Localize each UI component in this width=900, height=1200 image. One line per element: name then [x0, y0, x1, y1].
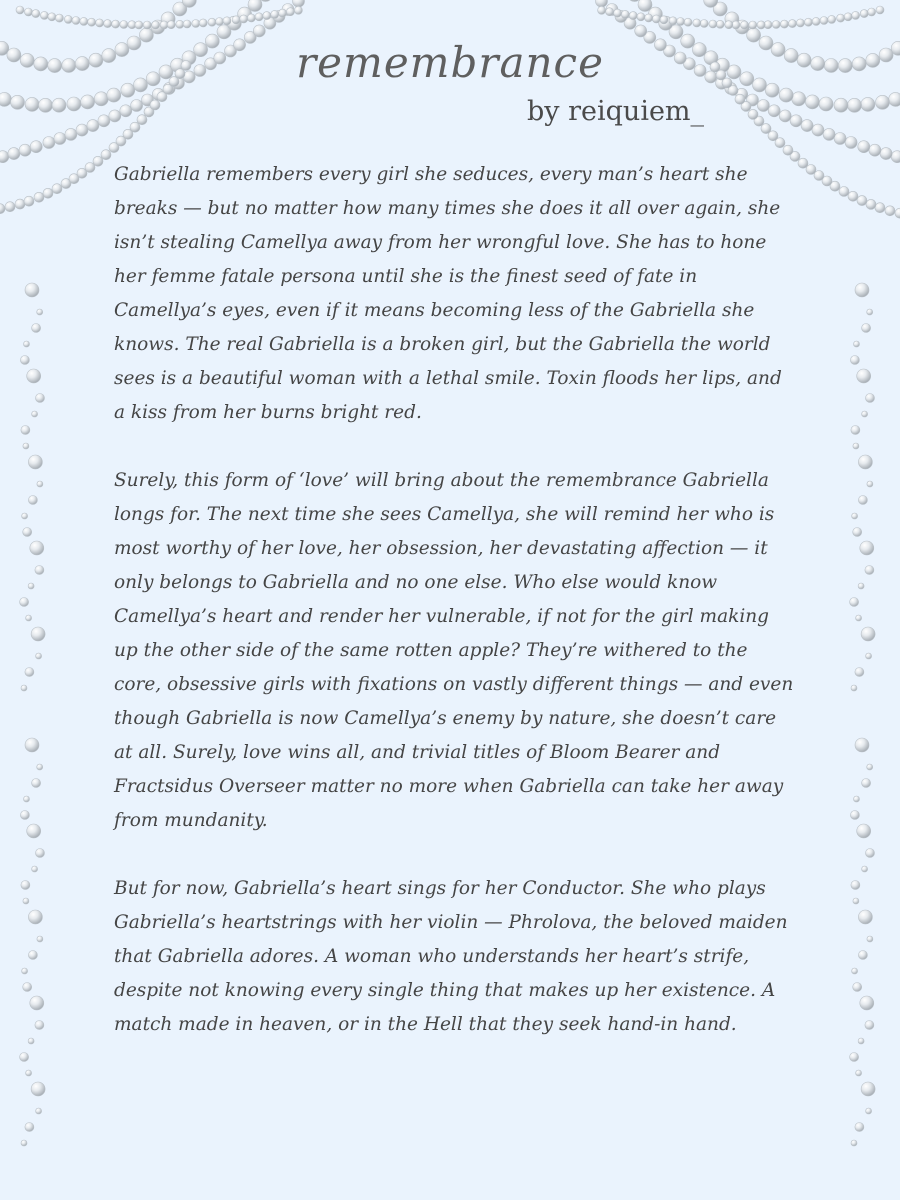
pearl-bead	[21, 685, 27, 691]
pearl-bead	[858, 496, 867, 505]
pearl-bead	[850, 1053, 859, 1062]
paragraph-2: Surely, this form of ‘love’ will bring about the remembrance Gabriella longs for. The next time she sees Camellya, she will remind her who is most worthy of her love, her obsession, her devastating affection — it only belongs to Gabriella and no one else. Who else would know Camellya’s heart and render her vulnerable, if not for the girl making up the other side of the same rotten apple? They’re withered to the core, obsessive girls with fixations on vastly different things — and even though Gabriella is now Camellya’s enemy by nature, she doesn’t care at all. Surely, love wins all, and trivial titles of Bloom Bearer and Fractsidus Overseer matter no more when Gabriella can take her away from mundanity.	[114, 470, 794, 831]
pearl-bead	[796, 19, 804, 27]
pearl-bead	[853, 443, 859, 449]
pearl-bead	[867, 936, 873, 942]
pearl-bead	[804, 18, 812, 26]
pearl-bead	[748, 109, 758, 119]
pearl-bead	[137, 115, 147, 125]
pearl-bead	[39, 98, 53, 112]
pearl-bead	[43, 137, 55, 149]
pearl-bead	[21, 426, 30, 435]
pearl-bead	[806, 165, 816, 175]
pearl-bead	[98, 115, 110, 127]
pearl-bead	[150, 100, 160, 110]
pearl-bead	[866, 199, 876, 209]
pearl-bead	[735, 94, 745, 104]
pearl-bead	[852, 968, 858, 974]
pearl-bead	[36, 394, 45, 403]
pearl-bead	[852, 513, 858, 519]
pearl-bead	[22, 968, 28, 974]
pearl-bead	[20, 811, 29, 820]
pearl-bead	[857, 196, 867, 206]
pearl-bead	[109, 110, 121, 122]
pearl-bead	[855, 1123, 864, 1132]
pearl-bead	[52, 98, 66, 112]
pearl-bead	[27, 369, 41, 383]
pearl-bead	[858, 1038, 864, 1044]
pearl-bead	[0, 92, 11, 106]
pearl-bead	[37, 309, 43, 315]
pearl-bead	[16, 6, 24, 14]
pearl-bead	[862, 411, 868, 417]
pearl-bead	[805, 95, 819, 109]
pearl-bead	[0, 204, 5, 214]
pearl-bead	[855, 738, 869, 752]
pearl-bead	[20, 1053, 29, 1062]
pearl-bead	[76, 124, 88, 136]
pearl-bead	[862, 779, 871, 788]
pearl-bead	[749, 21, 757, 29]
pearl-bead	[875, 203, 885, 213]
pearl-bead	[131, 100, 143, 112]
pearl-bead	[885, 206, 895, 216]
pearl-bead	[25, 1123, 34, 1132]
pearl-bead	[36, 1108, 42, 1114]
pearl-bead	[855, 668, 864, 677]
pearl-bead	[216, 18, 224, 26]
pearl-bead	[15, 199, 25, 209]
pearl-bead	[24, 796, 30, 802]
pearl-bead	[36, 849, 45, 858]
pearl-bead	[684, 18, 692, 26]
pearl-bead	[94, 92, 108, 106]
paragraph-3: But for now, Gabriella’s heart sings for her Conductor. She who plays Gabriella’s heartstrings with her violin — Phrolova, the beloved maiden that Gabriella adores. A woman who understands her heart’s strife, despite not knowing every single thing that makes up her existence. A match made in heaven, or in the Hell that they seek hand-in hand.	[114, 878, 788, 1035]
pearl-bead	[37, 764, 43, 770]
pearl-bead	[779, 110, 791, 122]
pearl-bead	[812, 124, 824, 136]
pearl-bead	[25, 97, 39, 111]
pearl-bead	[861, 1082, 875, 1096]
pearl-bead	[652, 15, 660, 23]
pearl-bead	[621, 10, 629, 18]
pearl-bead	[700, 20, 708, 28]
pearl-bead	[20, 356, 29, 365]
pearl-bead	[839, 187, 849, 197]
pearl-bead	[104, 20, 112, 28]
pearl-bead	[854, 796, 860, 802]
pearl-bead	[820, 17, 828, 25]
pearl-bead	[834, 133, 846, 145]
pearl-bead	[120, 21, 128, 29]
pearl-bead	[828, 15, 836, 23]
pearl-bead	[22, 513, 28, 519]
pearl-bead	[856, 615, 862, 621]
pearl-bead	[637, 13, 645, 21]
pearl-bead	[606, 8, 614, 16]
pearl-bead	[854, 341, 860, 347]
pearl-bead	[25, 738, 39, 752]
pearl-bead	[889, 92, 900, 106]
author-byline: by reiquiem_	[527, 96, 705, 127]
pearl-bead	[24, 196, 34, 206]
pearl-bead	[26, 1070, 32, 1076]
pearl-bead	[867, 764, 873, 770]
pearl-bead	[32, 324, 41, 333]
pearl-bead	[81, 95, 95, 109]
pearl-bead	[253, 25, 265, 37]
pearl-bead	[851, 1140, 857, 1146]
pearl-bead	[120, 105, 132, 117]
pearl-bead	[24, 341, 30, 347]
pearl-bead	[65, 128, 77, 140]
pearl-bead	[52, 184, 62, 194]
pearl-bead	[32, 10, 40, 18]
pearl-bead	[101, 150, 111, 160]
pearl-bead	[21, 881, 30, 890]
pearl-bead	[850, 356, 859, 365]
pearl-bead	[294, 6, 302, 14]
pearl-bead	[850, 811, 859, 820]
pearl-bead	[64, 15, 72, 23]
pearl-bead	[876, 95, 890, 109]
pearl-bead	[861, 627, 875, 641]
pearl-bead	[93, 156, 103, 166]
pearl-bead	[130, 122, 140, 132]
pearl-bead	[857, 369, 871, 383]
pearl-bead	[160, 21, 168, 29]
pearl-bead	[279, 9, 287, 17]
pearl-bead	[28, 1038, 34, 1044]
pearl-bead	[614, 9, 622, 17]
pearl-bead	[247, 14, 255, 22]
pearl-bead	[740, 21, 748, 29]
pearl-bead	[757, 21, 765, 29]
pearl-bead	[25, 283, 39, 297]
pearl-bead	[857, 824, 871, 838]
pearl-bead	[834, 98, 848, 112]
pearl-bead	[23, 443, 29, 449]
paragraph-1: Gabriella remembers every girl she seduces, every man’s heart she breaks — but no matter how many times she does it all over again, she isn’t stealing Camellya away from her wrongful love. She has to hone her femme fatale persona until she is the finest seed of fate in Camellya’s eyes, even if it means becoming less of the Gabriella she knows. The real Gabriella is a broken girl, but the Gabriella the world sees is a beautiful woman with a lethal smile. Toxin floods her lips, and a kiss from her burns bright red.	[114, 164, 782, 423]
pearl-bead	[856, 1070, 862, 1076]
pearl-bead	[844, 13, 852, 21]
pearl-bead	[43, 188, 53, 198]
pearl-bead	[853, 983, 862, 992]
pearl-bead	[28, 455, 42, 469]
pearl-bead	[768, 105, 780, 117]
pearl-bead	[868, 8, 876, 16]
pearl-bead	[819, 97, 833, 111]
pearl-bead	[37, 936, 43, 942]
pearl-bead	[772, 21, 780, 29]
pearl-bead	[851, 426, 860, 435]
pearl-bead	[11, 95, 25, 109]
pearl-bead	[866, 394, 875, 403]
pearl-bead	[891, 151, 900, 163]
pearl-bead	[866, 849, 875, 858]
pearl-bead	[851, 881, 860, 890]
pearl-bead	[845, 137, 857, 149]
pearl-bead	[645, 14, 653, 22]
pearl-bead	[779, 88, 793, 102]
pearl-bead	[223, 17, 231, 25]
pearl-bead	[87, 120, 99, 132]
pearl-bead	[32, 866, 38, 872]
pearl-bead	[21, 1140, 27, 1146]
pearl-bead	[72, 17, 80, 25]
pearl-bead	[895, 208, 900, 218]
pearl-bead	[23, 528, 32, 537]
pearl-bead	[24, 8, 32, 16]
pearl-bead	[26, 615, 32, 621]
pearl-bead	[629, 12, 637, 20]
document-title: remembrance	[296, 38, 604, 87]
story-body	[114, 158, 794, 1076]
pearl-bead	[788, 20, 796, 28]
pearl-bead	[853, 528, 862, 537]
pearl-bead	[135, 21, 143, 29]
pearl-bead	[783, 145, 793, 155]
pearl-bead	[32, 411, 38, 417]
pearl-bead	[48, 13, 56, 21]
pearl-bead	[861, 97, 875, 111]
pearl-bead	[27, 824, 41, 838]
pearl-bead	[761, 124, 771, 134]
pearl-bead	[232, 16, 240, 24]
pearl-bead	[37, 481, 43, 487]
pearl-bead	[866, 1108, 872, 1114]
pearl-bead	[867, 309, 873, 315]
pearl-bead	[143, 21, 151, 29]
pearl-bead	[240, 15, 248, 23]
pearl-bead	[876, 6, 884, 14]
pearl-bead	[853, 898, 859, 904]
pearl-bead	[54, 133, 66, 145]
pearl-bead	[635, 25, 647, 37]
pearl-bead	[30, 996, 44, 1010]
pearl-bead	[32, 779, 41, 788]
pearl-bead	[88, 18, 96, 26]
pearl-bead	[176, 20, 184, 28]
pearl-bead	[30, 541, 44, 555]
pearl-bead	[798, 158, 808, 168]
pearl-bead	[19, 144, 31, 156]
pearl-bead	[855, 283, 869, 297]
pearl-bead	[23, 983, 32, 992]
pearl-bead	[96, 19, 104, 27]
pearl-bead	[858, 951, 867, 960]
pearl-bead	[757, 100, 769, 112]
pearl-bead	[30, 141, 42, 153]
pearl-bead	[55, 14, 63, 22]
pearl-bead	[112, 20, 120, 28]
pearl-bead	[36, 653, 42, 659]
pearl-bead	[286, 8, 294, 16]
pearl-bead	[780, 20, 788, 28]
pearl-bead	[28, 910, 42, 924]
pearl-bead	[865, 1021, 874, 1030]
pearl-bead	[8, 148, 20, 160]
pearl-bead	[25, 668, 34, 677]
pearl-bead	[660, 16, 668, 24]
pearl-bead	[716, 20, 724, 28]
pearl-bead	[20, 598, 29, 607]
pearl-bead	[67, 97, 81, 111]
pearl-bead	[858, 910, 872, 924]
pearl-bead	[152, 21, 160, 29]
pearl-bead	[858, 583, 864, 589]
pearl-bead	[867, 481, 873, 487]
pearl-bead	[40, 11, 48, 19]
pearl-bead	[860, 541, 874, 555]
pearl-bead	[5, 202, 15, 212]
pearl-bead	[709, 20, 717, 28]
pearl-bead	[28, 583, 34, 589]
pearl-bead	[28, 496, 37, 505]
pearl-bead	[34, 192, 44, 202]
pearl-bead	[677, 18, 685, 26]
pearl-bead	[848, 98, 862, 112]
pearl-bead	[812, 17, 820, 25]
pearl-bead	[199, 19, 207, 27]
pearl-bead	[23, 898, 29, 904]
pearl-bead	[725, 21, 733, 29]
pearl-bead	[790, 115, 802, 127]
pearl-bead	[80, 17, 88, 25]
pearl-bead	[263, 12, 271, 20]
pearl-bead	[35, 1021, 44, 1030]
pearl-bead	[848, 191, 858, 201]
pearl-bead	[860, 996, 874, 1010]
pearl-bead	[860, 10, 868, 18]
pearl-bead	[866, 653, 872, 659]
pearl-bead	[107, 88, 121, 102]
pearl-bead	[208, 18, 216, 26]
pearl-bead	[852, 11, 860, 19]
pearl-bead	[865, 566, 874, 575]
pearl-bead	[183, 20, 191, 28]
pearl-bead	[858, 141, 870, 153]
pearl-bead	[862, 866, 868, 872]
pearl-bead	[248, 0, 262, 12]
pearl-bead	[880, 148, 892, 160]
pearl-bead	[598, 6, 606, 14]
pearl-bead	[28, 951, 37, 960]
pearl-bead	[0, 151, 9, 163]
pearl-bead	[869, 144, 881, 156]
pearl-bead	[31, 627, 45, 641]
pearl-bead	[862, 324, 871, 333]
pearl-bead	[823, 128, 835, 140]
pearl-bead	[192, 20, 200, 28]
pearl-bead	[858, 455, 872, 469]
pearl-bead	[792, 92, 806, 106]
pearl-bead	[638, 0, 652, 12]
pearl-bead	[669, 17, 677, 25]
pearl-bead	[35, 566, 44, 575]
pearl-bead	[31, 1082, 45, 1096]
pearl-bead	[167, 21, 175, 29]
pearl-bead	[271, 10, 279, 18]
pearl-bead	[851, 685, 857, 691]
pearl-bead	[801, 120, 813, 132]
pearl-bead	[837, 14, 845, 22]
pearl-bead	[850, 598, 859, 607]
pearl-bead	[732, 21, 740, 29]
pearl-bead	[255, 13, 263, 21]
pearl-bead	[693, 19, 701, 27]
